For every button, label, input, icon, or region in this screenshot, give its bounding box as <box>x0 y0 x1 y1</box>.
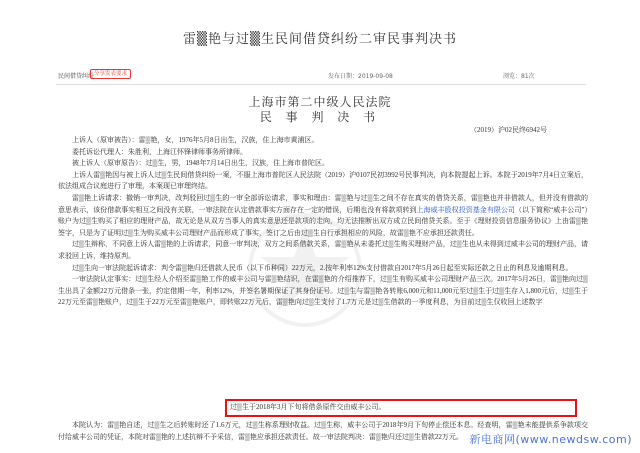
site-watermark: 新电商网(www.newdsw.com) <box>469 433 632 446</box>
publish-date: 发布日期：2019-09-08 <box>328 73 393 80</box>
category-tag[interactable]: 民间借贷纠纷 <box>58 73 95 80</box>
view-count: 浏览：81次 <box>503 73 535 80</box>
meta-row <box>58 69 588 83</box>
defense: 过▒生辩称，不同意上诉人雷▒艳的上诉请求，同意一审判决，双方之间系借款关系，雷▒艳从未委托过▒生购买理财产品，过▒生也从未得到过威丰公司的理财产品，请求驳回上诉，维持原判。 <box>58 240 588 260</box>
first-instance-claim: 过▒生向一审法院起诉请求：判令雷▒艳归还借款人民币（以下币种同）22万元，2.按年利率12%支付借款自2017年5月26日起至实际还款之日止的利息及逾期利息。 <box>72 263 573 272</box>
judgment-body <box>58 135 588 309</box>
divider <box>56 84 586 85</box>
highlighted-sentence: 过▒生于2018年3月下旬将借条原件交由威丰公司。 <box>230 402 575 413</box>
facts-found: 一审法院认定事实：过▒生经人介绍至雷▒艳工作的威丰公司与雷▒艳结识，在雷▒艳的介绍推荐下，过▒生有购买威丰公司理财产品三次。2017年5月26日，雷▒艳向过▒生出具了金额22万元借条一张，约定借期一年，利率12%，并签名署期保证了其身份证号。过▒生与雷▒艳各转账6,000元和11,000元至过▒生于过▒生存入1,800元后，过▒生于22万元至雷▒艳账户，过▒生于22万元至雷▒艳账户，即转账22万元后，雷▒艳向过▒生支付了1.7万元是过▒生借款的一季度利息，为目前过▒生仅收回上述数字 <box>58 275 588 307</box>
case-intro: 上诉人雷▒艳因与被上诉人过▒生民间借贷纠纷一案，不服上海市普陀区人民法院（2019）沪0107民初3992号民事判决，向本院提起上诉。本院于2019年7月4日立案后，依法组成合议庭进行了审理，本案现已审理终结。 <box>58 170 588 191</box>
party-appellee: 被上诉人（原审原告）：过▒生，男，1948年7月14日出生，汉族，住上海市普陀区。 <box>72 159 329 168</box>
case-number: （2019）沪02民终6942号 <box>470 126 547 134</box>
appeal-claim <box>58 193 588 239</box>
document-type: 民 事 判 决 书 <box>259 110 381 124</box>
party-agent: 委托诉讼代理人：朱胜利，上海江怀锋律师事务所律师。 <box>72 147 247 156</box>
document-title: 雷▒艳与过▒生民间借贷纠纷二审民事判决书 <box>183 32 457 47</box>
appeal-claim-text: 雷▒艳上诉请求：撤销一审判决，改判驳回过▒生的一审全部诉讼请求，事实和理由：雷▒艳与过▒生之间不存在真实的借贷关系，雷▒艳也并非借款人，但并没有借款的意思表示，该份借款事实相互之间没有关联，一审法院在认定借款事实方面存在一定的错误，后期也没有将款项转到 <box>58 193 588 214</box>
share-badge[interactable]: 分享发表要求 <box>90 69 131 79</box>
court-opinion: 本院认为：雷▒艳自述，过▒生之后转账时还了1.6万元，过▒生称系理财收益。过▒生称，威丰公司于2018年9月下旬停止偿还本息。经查明，雷▒艳未能提供系争款项交付给威丰公司的凭证，本院对雷▒艳的上述抗辩不予采信，雷▒艳应承担还款责任。故一审法院判决：雷▒艳归还过▒生借款22万元。 <box>58 421 588 441</box>
company-link[interactable]: 上海威丰股权投资基金有限公司 <box>416 205 515 214</box>
appeal-claim-rest: （以下简称“威丰公司”）账户为过▒生购买了相应的理财产品，故无论是从双方当事人的真实意思还是款项的走向，均无法推断出双方成立民间借贷关系。至于《理财投资信息服务协议》上由雷▒艳签字，只是为了证明过▒生为购买威丰公司理财产品而形成了事实，签订之后由过▒生自行承担相应的风险，故雷▒艳不应承担还款责任。 <box>58 205 588 237</box>
party-appellant: 上诉人（原审被告）：雷▒艳，女，1976年5月8日出生，汉族，住上海市黄浦区。 <box>72 136 319 144</box>
document-header <box>0 0 640 62</box>
court-name: 上海市第二中级人民法院 <box>248 95 392 109</box>
